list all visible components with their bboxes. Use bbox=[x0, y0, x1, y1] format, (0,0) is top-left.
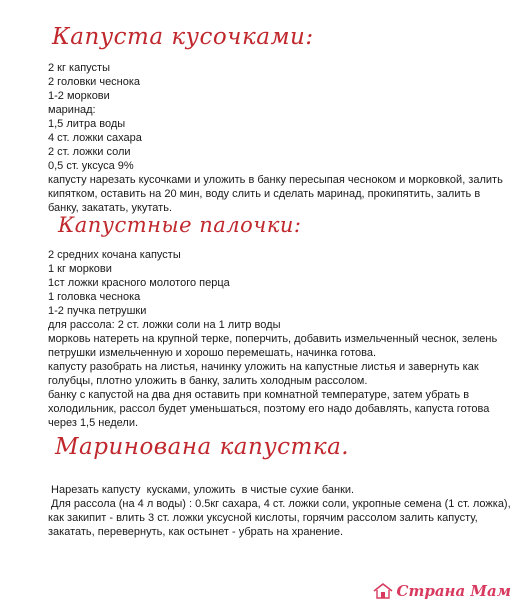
recipe-line: через 1,5 недели. bbox=[48, 417, 139, 429]
recipe-line: 1-2 пучка петрушки bbox=[48, 305, 147, 317]
house-logo-icon bbox=[372, 583, 394, 599]
recipe-line: капусту нарезать кусочками и уложить в банку пересыпая чесноком и морковкой, залить bbox=[48, 174, 503, 186]
recipe-text-cabbage-pieces bbox=[48, 61, 503, 215]
recipe-line: 0,5 ст. уксуса 9% bbox=[48, 160, 134, 172]
recipe-line: банку с капустой на два дня оставить при комнатной температуре, затем убрать в bbox=[48, 389, 470, 401]
recipe-line: 1 кг моркови bbox=[48, 263, 112, 275]
recipe-line: маринад: bbox=[48, 104, 96, 116]
section-title-cabbage-sticks: Капустные палочки: bbox=[58, 213, 302, 237]
section-title-cabbage-pieces: Капуста кусочками: bbox=[52, 24, 314, 50]
recipe-text-cabbage-sticks bbox=[48, 248, 497, 430]
recipe-line: 2 средних кочана капусты bbox=[48, 249, 181, 261]
recipe-line: кипятком, оставить на 20 мин, воду слить и сделать маринад, прокипятить, залить в bbox=[48, 188, 481, 200]
recipe-line: 1ст ложки красного молотого перца bbox=[48, 277, 230, 289]
recipe-line: 1 головка чеснока bbox=[48, 291, 141, 303]
section-title-marinated-cabbage: Маринована капустка. bbox=[55, 434, 350, 460]
recipe-line: петрушки измельченную и хорошо перемешать, начинка готова. bbox=[48, 347, 377, 359]
recipe-line: 1,5 литра воды bbox=[48, 118, 126, 130]
watermark-text: Страна Мам bbox=[396, 582, 511, 600]
recipe-line: 2 кг капусты bbox=[48, 62, 111, 74]
recipe-text-marinated-cabbage bbox=[48, 483, 511, 539]
recipe-line: морковь натереть на крупной терке, поперчить, добавить измельченный чеснок, зелень bbox=[48, 333, 498, 345]
recipe-line: Для рассола (на 4 л воды) : 0.5кг сахара, 4 ст. ложки соли, укропные семена (1 ст. ложка), bbox=[48, 498, 511, 510]
recipe-line: 4 ст. ложки сахара bbox=[48, 132, 142, 144]
recipe-line: 2 головки чеснока bbox=[48, 76, 141, 88]
recipe-line: для рассола: 2 ст. ложки соли на 1 литр воды bbox=[48, 319, 281, 331]
recipe-line: Нарезать капусту кусками, уложить в чистые сухие банки. bbox=[48, 484, 355, 496]
recipe-line: капусту разобрать на листья, начинку уложить на капустные листья и завернуть как bbox=[48, 361, 479, 373]
recipe-line: голубцы, плотно уложить в банку, залить холодным рассолом. bbox=[48, 375, 368, 387]
recipe-line: закатать, перевернуть, как остынет - убрать на хранение. bbox=[48, 526, 344, 538]
site-watermark bbox=[372, 582, 511, 600]
recipe-line: 2 ст. ложки соли bbox=[48, 146, 131, 158]
recipe-line: банку, закатать, укутать. bbox=[48, 202, 173, 214]
recipe-line: холодильник, рассол будет уменьшаться, поэтому его надо добавлять, капуста готова bbox=[48, 403, 490, 415]
recipe-line: как закипит - влить 3 ст. ложки уксусной кислоты, горячим рассолом залить капусту, bbox=[48, 512, 478, 524]
recipe-line: 1-2 моркови bbox=[48, 90, 110, 102]
